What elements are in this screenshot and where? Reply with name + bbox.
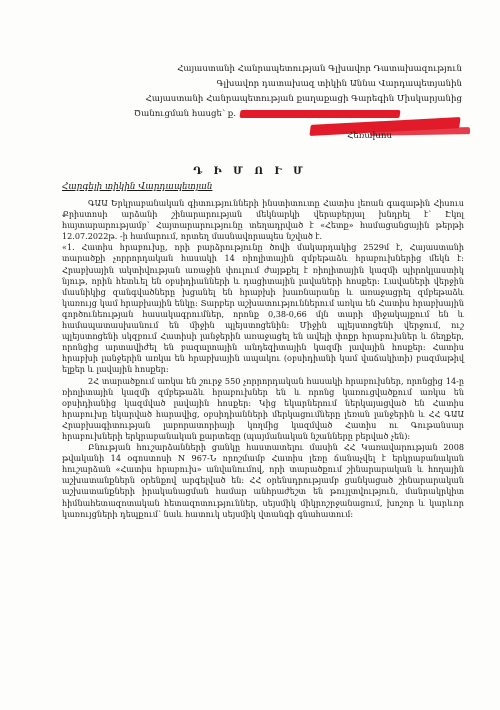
- redaction-mark: [239, 110, 400, 118]
- sender-name: Հայաստանի Հանրապետության քաղաքացի Գարեգին Միսկարյանից: [145, 94, 462, 104]
- paragraph: Բնության հուշարձանների ցանկը հաստատելու մասին ՀՀ Կառավարության 2008 թվականի 14 օգոստոսի N 967-Ն որոշմամբ Հատիս լեռը ճանաչվել է երկրաբանական հուշարձան «Հատիս հրաբուխ» անվանումով, որի տարածքում շինարարական և հողային աշխատանքներն օրենքով արգելված են։ ՀՀ օրենսդրությամբ ցանկացած շինարարական աշխատանքների իրականացման համար անհրաժեշտ են թույլտվություն, մանրակրկիտ հիմնահետազոտական հետազոտություններ, սեյսմիկ միկրոշրջանացում, խոշոր և կարևոր կառույցների դեպքում՝ նաև հատուկ սեյսմիկ վտանգի գնահատում։: [62, 442, 464, 519]
- phone-label-text: Հեռախոս: [347, 131, 392, 141]
- paragraph: «1. Հատիս հրաբուխը, որի բարձրությունը ծովի մակարդակից 2529մ է, Հայաստանի տարածքի չորրորդական հասակի 14 ռիոլիտային զմբեթաձև հրաբուխներից մեկն է։ Հրաբխային ակտիվության առաջին փուլում ժայթքել է ռիոլիտային կազմի պիրոկլաստիկ նյութ, որին հետևել են օբսիդիանների և դացիտային լավաների հոսքեր։ Լավաների վերջին մասնիկից զանգվածները խցանել են հրաբխի խառնարանը և առաջացրել զմբեթաձև կառույց կամ հրաբխային ենկը։ Տարբեր աշխատություններում առկա են Հատիս հրաբխային գործունեության հասակագրումներ, որոնք 0,38-0,66 մլն տարի միջակայքում են և համապատասխանում են միջին պլեյստոցենին։ Միջին պլեյստոցենի վերջում, ուշ պլեյստոցենի սկզբում Հատիսի լանջերին առաջացել են ավելի փոքր հրաբուխներ և ճեղքեր, որոնցից արտավիժել են բազալտային անդեզիտային կազմի լավային հոսքեր։ Հատիս հրաբխի լանջերին առկա են հրաբխային ապակու (օբսիդիանի կամ վաճակիտի) բազմաթիվ ելքեր և լավային հոսքեր։: [62, 242, 464, 375]
- address-block: [132, 62, 462, 122]
- salutation: Հարգելի տիկին Վարդապետյան: [62, 182, 213, 192]
- addressee-prosecutor-office: Հայաստանի Հանրապետության Գլխավոր Դատախազություն: [177, 64, 462, 74]
- paragraph: 2Հ տարածքում առկա են շուրջ 550 չորրորդական հասակի հրաբուխներ, որոնցից 14-ը ռիոլիտային կազմի զմբեթաձև հրաբուխներ են և որոնց կառուցվածքում առկա են օբսիդիանից կազմված լավային հոսքեր։ Կից եկարներում ներկայացված են Հատիս հրաբուխը եկարված հարավից, օբսիդիանների մերկացումները լեռան լանջերին և ՀՀ ԳԱԱ Հրաբխագիտության լաբորատորիայի կողմից կազմված Հատիս ու Գութանսար հրաբուխների երկրաբանական քարտեզը (պայմանական նշանները բերված չեն)։: [62, 375, 464, 441]
- paragraph: ԳԱԱ Երկրաբանական գիտությունների ինստիտուտը Հատիս լեռան գագաթին Հիսուս Քրիստոսի արձանի շինարարության մեկնարկի վերաբերյալ խնդրել է՝ Էկոլ հայտարարությամբ՝ Հայտարարությունը տեղադրված է «Հետք» համացանցային թերթի 12.07.2022թ. -ի համարում, որտեղ մասնավորապես նշված է.: [62, 198, 464, 242]
- document-title: Դ Ի Մ Ո Ւ Մ: [193, 166, 307, 177]
- address-label: Ծանուցման հասցե՝ ք.: [133, 109, 236, 119]
- phone-label: [347, 131, 412, 141]
- addressee-name: Գլխավոր դատախազ տիկին Աննա Վարդապետյանին: [216, 79, 462, 89]
- document-body: [62, 198, 464, 520]
